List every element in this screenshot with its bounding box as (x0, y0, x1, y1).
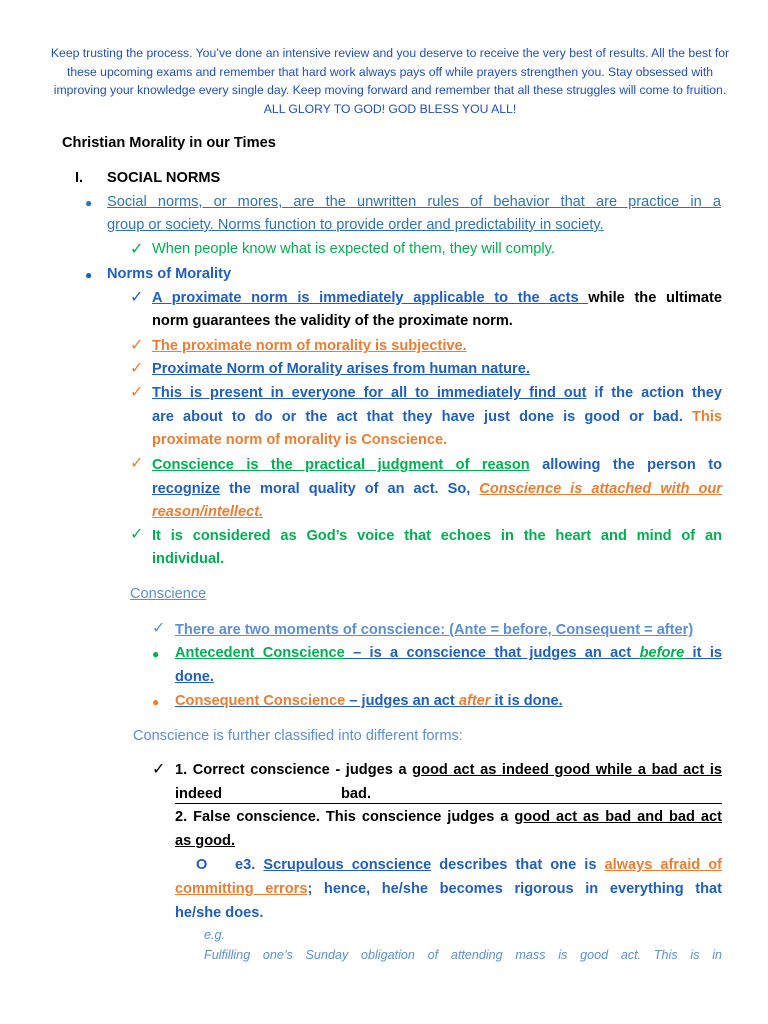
form-3-line-1 (235, 854, 722, 878)
check-icon: ✓ (130, 384, 144, 401)
norm-2: The proximate norm of morality is subjective. (152, 338, 467, 354)
form-3-describes: describes that one is (431, 857, 605, 873)
antecedent-term: Antecedent Conscience (175, 645, 345, 661)
bullet-icon: ● (152, 695, 160, 709)
check-icon: ✓ (152, 761, 166, 778)
form-1-line-1 (175, 759, 722, 783)
form-3-line-3: he/she does. (175, 905, 264, 921)
norm-4-line-1 (152, 382, 722, 406)
norm-4-present: This is present in everyone for all to immediately find out (152, 385, 587, 401)
norm-5-moral-quality: the moral quality of an act. So, (220, 481, 480, 497)
moments-line: There are two moments of conscience: (Ante = before, Consequent = after) (175, 622, 694, 638)
norms-heading: Norms of Morality (107, 266, 232, 282)
form-1-line-2 (175, 783, 722, 804)
form-1-good-act: good act as indeed good while a bad act is (412, 762, 723, 778)
norm-4-line-3: proximate norm of morality is Conscience. (152, 432, 448, 448)
form-2-false: 2. False conscience. This conscience judges a (175, 809, 515, 825)
form-3-bullet: O (196, 857, 208, 873)
norm-6-line-2: individual. (152, 551, 225, 567)
norm-5-line-1 (152, 454, 722, 478)
norm-5-line-3: reason/intellect. (152, 504, 264, 520)
norm-1-line-1 (152, 287, 722, 311)
norm-5-judgment: Conscience is the practical judgment of reason (152, 457, 530, 473)
form-3-number: e3. (235, 857, 264, 873)
example-line: Fulfilling one’s Sunday obligation of attending mass is good act. This is in (204, 948, 722, 962)
check-icon: ✓ (130, 241, 144, 258)
document-title: Christian Morality in our Times (62, 135, 276, 151)
norm-4-action: if the action they (586, 385, 722, 401)
bullet-icon: ● (85, 268, 93, 282)
form-1-correct: 1. Correct conscience - judges a (175, 762, 413, 778)
norm-1-ultimate: while the ultimate (588, 290, 722, 306)
form-3-rigorous: ; hence, he/she becomes rigorous in everything that (307, 881, 722, 897)
check-icon: ✓ (130, 337, 144, 354)
form-3-afraid: always afraid of (604, 857, 723, 873)
check-icon: ✓ (130, 289, 144, 306)
consequent-def: – judges an act (345, 693, 459, 709)
antecedent-before: before (639, 645, 685, 661)
antecedent-it-is: it is (684, 645, 722, 661)
social-norms-line-1: Social norms, or mores, are the unwritten rules of behavior that are practice in a (107, 194, 721, 210)
bullet-icon: ● (85, 196, 93, 210)
antecedent-line-1 (175, 642, 722, 666)
section-numeral: I. (75, 170, 84, 186)
consequent-done: it is done. (490, 693, 563, 709)
norm-5-attached: Conscience is attached with our (479, 481, 722, 497)
form-3-line-2 (175, 878, 722, 902)
antecedent-dash: – (344, 645, 370, 661)
form-2-good-as-bad: good act as bad and bad act (514, 809, 722, 825)
antecedent-line-2: done. (175, 669, 214, 685)
bullet-icon: ● (152, 647, 160, 661)
consequent-line (175, 690, 563, 714)
norm-4-good-bad: are about to do or the act that they have just done is good or bad. (152, 409, 692, 425)
form-1-indeed: indeed (175, 786, 223, 802)
form-2-line-2: as good. (175, 833, 235, 849)
form-3-scrupulous: Scrupulous conscience (263, 857, 432, 873)
forms-heading: Conscience is further classified into different forms: (133, 728, 463, 744)
social-norms-line-2: group or society. Norms function to provide order and predictability in society. (107, 217, 604, 233)
consequent-term: Consequent Conscience (175, 693, 346, 709)
check-icon: ✓ (152, 620, 166, 637)
conscience-heading: Conscience (130, 586, 207, 602)
norm-5-line-2 (152, 478, 722, 502)
comply-line: When people know what is expected of them, they will comply. (152, 241, 555, 257)
check-icon: ✓ (130, 360, 144, 377)
section-heading: SOCIAL NORMS (107, 170, 221, 186)
eg-label: e.g. (204, 928, 226, 942)
norm-1-proximate: A proximate norm is immediately applicable to the acts (152, 290, 589, 306)
antecedent-def: is a conscience that judges an act (369, 645, 640, 661)
check-icon: ✓ (130, 455, 144, 472)
norm-3: Proximate Norm of Morality arises from human nature. (152, 361, 530, 377)
norm-5-recognize: recognize (152, 481, 221, 497)
form-3-errors: committing errors (175, 881, 308, 897)
check-icon: ✓ (130, 526, 144, 543)
norm-4-line-2 (152, 406, 722, 430)
form-1-bad: bad. (341, 786, 371, 802)
intro-paragraph: Keep trusting the process. You’ve done an intensive review and you deserve to receive the very best of results. All the best for these upcoming exams and remember that hard work always pays off while prayers strengthen you. Stay obsessed with improving your knowledge every single day. Keep moving forward and remember that all these struggles will come to fruition. ALL GLORY TO GOD! GOD BLESS YOU ALL! (50, 46, 730, 116)
norm-5-allowing: allowing the person to (529, 457, 722, 473)
norm-1-line-2: norm guarantees the validity of the proximate norm. (152, 313, 513, 329)
form-2-line-1 (175, 806, 722, 830)
consequent-after: after (458, 693, 491, 709)
norm-4-this: This (692, 409, 722, 425)
norm-6-line-1: It is considered as God’s voice that echoes in the heart and mind of an (152, 528, 722, 544)
